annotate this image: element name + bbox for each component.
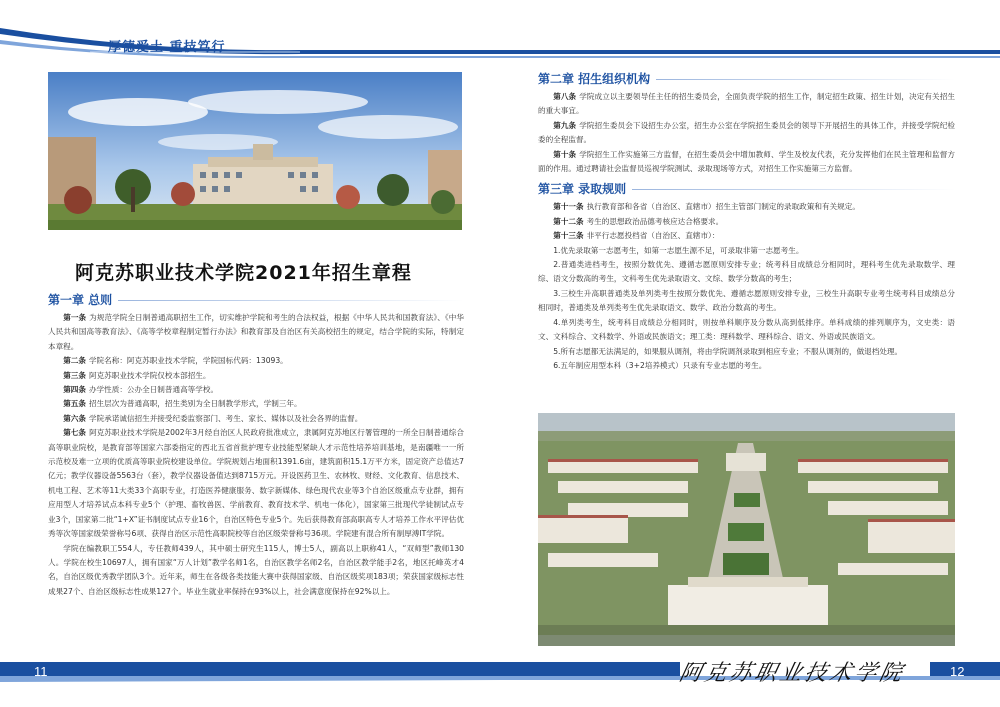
article-5: 第五条 招生层次为普通高职，招生类别为全日制教学形式，学制三年。	[63, 399, 302, 409]
article-4: 第四条 办学性质：公办全日制普通高等学校。	[63, 385, 219, 395]
rule-2: 2.普通类进档考生，按照分数优先、遵循志愿原则安排专业；统考科目成绩总分相同时，理科考生优先录取数学、理综、语文分数高的考生，文科考生优先录取语文、文综、数学分数高的考生；	[538, 260, 955, 284]
article-9: 第九条 学院招生委员会下设招生办公室，招生办公室在学院招生委员会的领导下开展招生的具体工作，并接受学院纪检委的全程监督。	[538, 120, 955, 145]
article-2: 第二条 学院名称：阿克苏职业技术学院，学院国标代码：13093。	[63, 356, 288, 366]
article-10: 第十条 学院招生工作实施第三方监督，在招生委员会中增加教师、学生及校友代表，充分发挥他们在民主管理和监督方面的作用。通过聘请社会监督员巡视学院测试、录取现场等方式，对招生工作实施第三方监督。	[538, 149, 955, 174]
page-number-right: 12	[950, 664, 965, 679]
article-7: 第七条 阿克苏职业技术学院是2002年3月经自治区人民政府批准成立，隶属阿克苏地区行署管理的一所全日制普通综合高等职业院校，是教育部等国家六部委指定的西北五省首批护理专业技能型紧缺人才示范性培养培训基地，是南疆唯一一所示范校及难一立项的优质高等职业院校建设单位。学院规划占地面积1391.6亩，建筑面积15.1万平方米，固定资产总值达7亿元；教学仪器设备5563台（套），教学仪器设备值达到8715万元。开设医药卫生、农林牧、财经、文化教育、信息技术、机电工程、艺术等11大类33个高职专业，打造医养健康服务、数字新媒体、绿色现代农业等3个自治区级重点专业群，拥有应用型人才培养试点本科专业5个（护理、畜牧兽医、学前教育、教育技术学、机电一体化），国家第三批现代学徒制试点专业3个，国家第二批“1+X”证书制度试点专业16个，自治区特色专业5个。先后获得教育部高职高专人才培养工作水平评估优秀等次等国家级荣誉称号6项、获得自治区示范性高职院校等自治区级荣誉称号36项。学院建有混合所有制厚溥IT学院。	[48, 428, 464, 539]
page-number-left: 11	[34, 664, 48, 679]
article-11: 第十一条 执行教育部和各省（自治区、直辖市）招生主管部门制定的录取政策和有关规定。	[553, 202, 860, 212]
rule-5: 5.所有志愿都无法满足的，如果服从调剂，将由学院调剂录取到相应专业；不服从调剂的，做退档处理。	[553, 346, 903, 356]
left-column	[48, 291, 464, 599]
header-slogan: 厚德爱土 重技笃行	[108, 40, 226, 55]
chapter-3-heading: 第三章 录取规则	[538, 180, 955, 198]
article-3: 第三条 阿克苏职业技术学院仅校本部招生。	[63, 370, 211, 380]
article-6: 第六条 学院承诺诚信招生并接受纪委监察部门、考生、家长、媒体以及社会各界的监督。	[63, 413, 363, 423]
campus-building-photo	[48, 72, 462, 230]
article-1: 第一条 为规范学院全日制普通高职招生工作，切实维护学院和考生的合法权益，根据《中华人民共和国教育法》、《中华人民共和国高等教育法》、《高等学校章程制定暂行办法》和教育部及自治区有关高校招生的规定，结合学院的实际，特制定本章程。	[48, 313, 464, 351]
rule-4: 4.单列类考生，统考科目成绩总分相同时，则按单科顺序及分数从高到低排序。单科成绩的排列顺序为，文史类：语文、文科综合、文科数学、外语或民族语文；理工类：理科数学、理科综合、语文、外语或民族语文。	[538, 317, 955, 342]
rule-6: 6.五年制应用型本科（3+2培养模式）只录有专业志愿的考生。	[553, 360, 767, 370]
chapter-1-heading: 第一章 总则	[48, 291, 464, 309]
article-8: 第八条 学院成立以主要领导任主任的招生委员会，全面负责学院的招生工作，制定招生政策、招生计划，决定有关招生的重大事宜。	[538, 92, 955, 116]
article-7-cont: 学院在编教职工554人，专任教师439人，其中硕士研究生115人，博士5人，副高以上职称41人，“双师型”教师130人。学院在校生10697人，拥有国家“万人计划”教学名师1名，自治区教学名师2名，自治区教学能手2名，地区托峰英才4名，自治区级优秀教学团队3个。近年来，师生在各级各类技能大赛中获得国家级、自治区级奖项183项；荣获国家级标志性成果27个、自治区级标志性成果127个。毕业生就业率保持在93%以上，社会满意度保持在92%以上。	[48, 543, 464, 596]
rule-3: 3.三校生升高职普通类及单列类考生按照分数优先、遵循志愿原则安排专业，三校生升高职专业考生统考科目成绩总分相同时，普通类及单列类考生优先录取语文、数学、政治分数高的考生。	[538, 288, 955, 313]
article-13: 第十三条 非平行志愿投档省（自治区、直辖市）：	[553, 231, 720, 241]
page-title: 阿克苏职业技术学院2021年招生章程	[75, 262, 412, 284]
right-column	[538, 70, 955, 373]
article-12: 第十二条 考生的思想政治品德考核应达合格要求。	[553, 216, 724, 226]
chapter-2-heading: 第二章 招生组织机构	[538, 70, 955, 88]
calligraphy-signature: 阿克苏职业技术学院	[676, 661, 908, 686]
rule-1: 1.优先录取第一志愿考生，如第一志愿生源不足，可录取非第一志愿考生。	[553, 245, 804, 255]
campus-aerial-photo	[538, 413, 955, 646]
header-band	[0, 0, 1000, 60]
